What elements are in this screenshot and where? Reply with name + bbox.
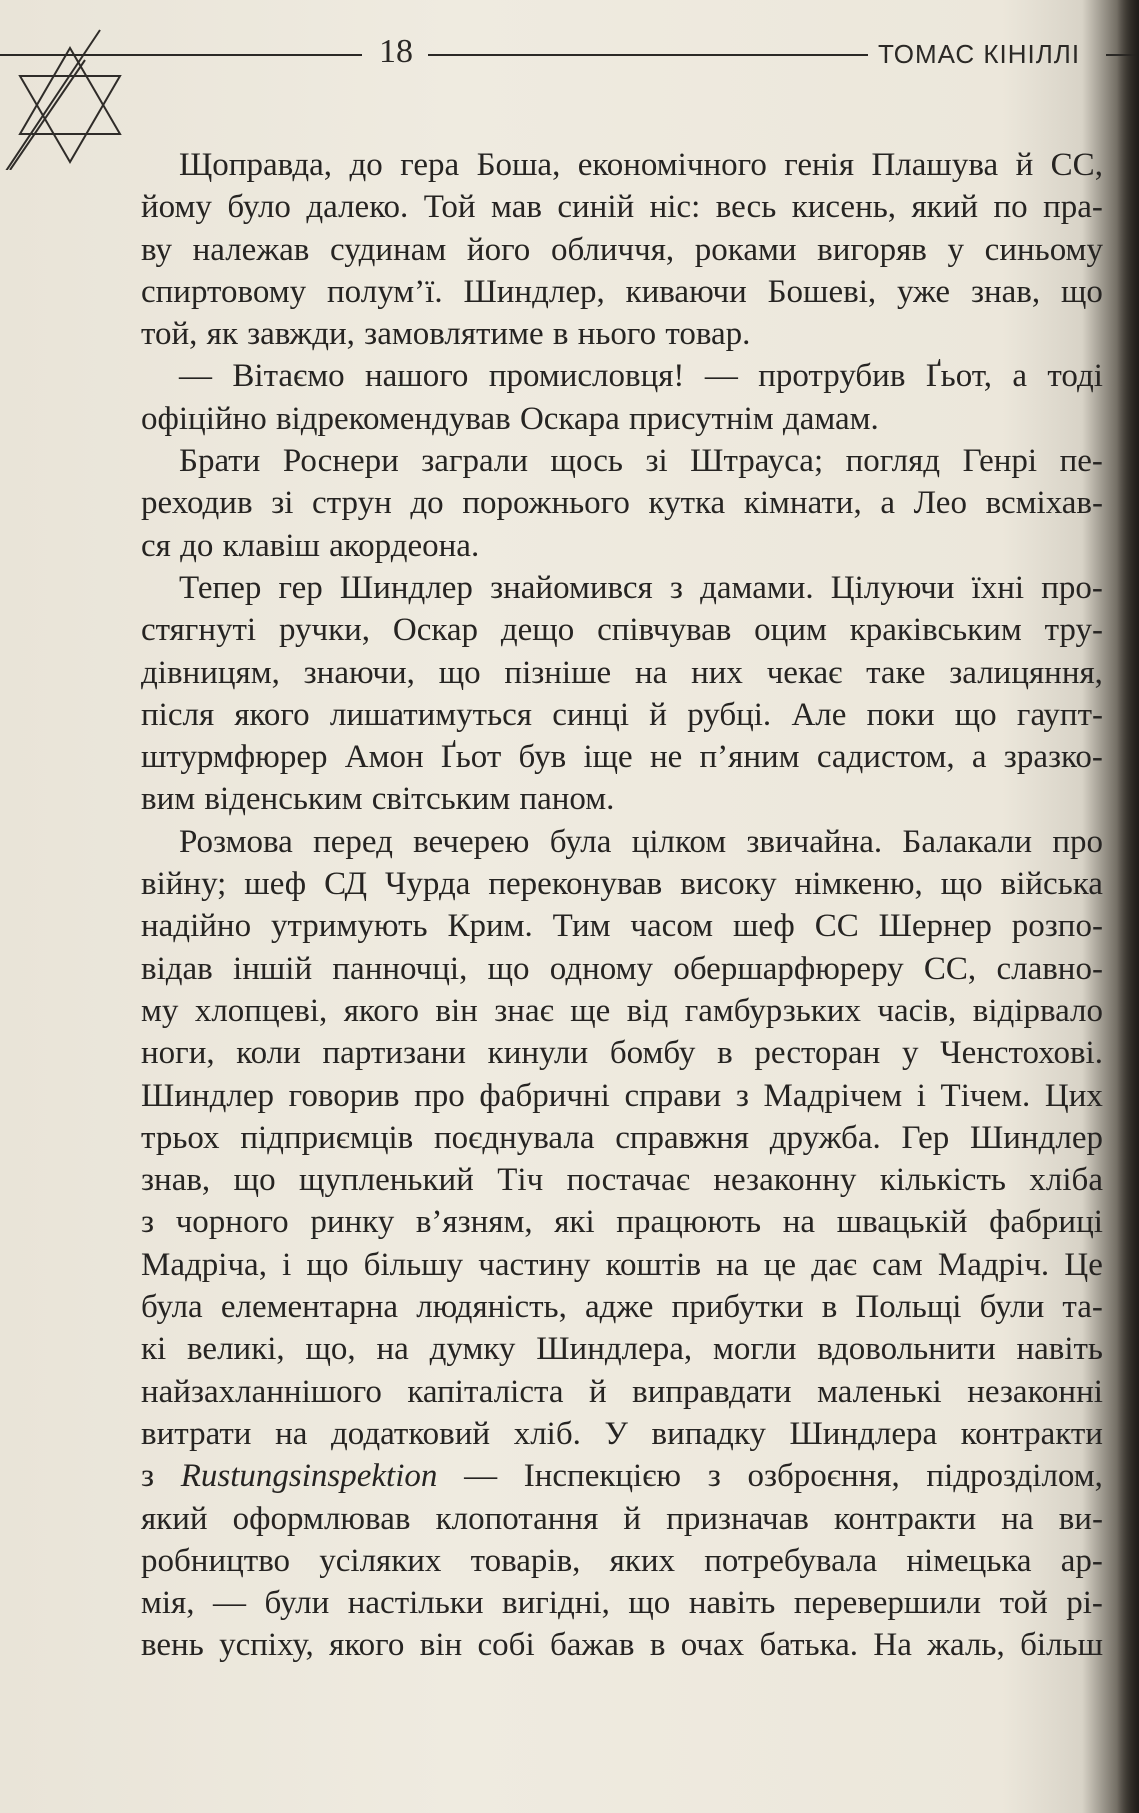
text-line: стягнуті ручки, Оскар дещо співчував оцим краківським тру- bbox=[141, 612, 1103, 649]
header-rule-middle bbox=[428, 54, 868, 56]
text-line: витрати на додатковий хліб. У випадку Шиндлера контракти bbox=[141, 1415, 1103, 1452]
text-line: — Вітаємо нашого промисловця! — протрубив Ґьот, а тоді bbox=[179, 358, 1103, 395]
star-of-david-icon bbox=[0, 20, 130, 170]
text-line: реходив зі струн до порожнього кутка кімнати, а Лео всміхав- bbox=[141, 485, 1103, 522]
page-number: 18 bbox=[379, 33, 413, 70]
text-line: вим віденським світським паном. bbox=[141, 781, 615, 818]
text-line: була елементарна людяність, адже прибутки в Польщі були та- bbox=[141, 1289, 1103, 1326]
text-line: му хлопцеві, якого він знає ще від гамбурзьких часів, відірвало bbox=[141, 992, 1103, 1029]
text-line: кі великі, що, на думку Шиндлера, могли вдовольнити навіть bbox=[141, 1331, 1103, 1368]
text-line: Щоправда, до гера Боша, економічного генія Плашува й СС, bbox=[179, 147, 1103, 183]
text-line: дівницям, знаючи, що пізніше на них чекає таке залицяння, bbox=[141, 654, 1103, 691]
text-line: надійно утримують Крим. Тим часом шеф СС Шернер розпо- bbox=[141, 908, 1103, 945]
text-line: офіційно відрекомендував Оскара присутнім дамам. bbox=[141, 400, 879, 437]
text-line: мія, — були настільки вигідні, що навіть перевершили той рі- bbox=[141, 1585, 1103, 1622]
text-line: найзахланнішого капіталіста й виправдати маленькі незаконні bbox=[141, 1373, 1103, 1410]
text-line: той, як завжди, замовлятиме в нього товар. bbox=[141, 316, 751, 353]
paragraph bbox=[141, 567, 1103, 821]
page-edge-shadow bbox=[1117, 0, 1139, 1813]
text-line: трьох підприємців поєднувала справжня дружба. Гер Шиндлер bbox=[141, 1119, 1103, 1156]
text-line: який оформлював клопотання й призначав контракти на ви- bbox=[141, 1500, 1103, 1537]
header-rule-left bbox=[0, 54, 362, 56]
text-line: спиртовому полум’ї. Шиндлер, киваючи Бошеві, уже знав, що bbox=[141, 273, 1103, 310]
text-line: ву належав судинам його обличчя, роками вигоряв у синьому bbox=[141, 231, 1103, 268]
text-line: Тепер гер Шиндлер знайомився з дамами. Цілуючи їхні про- bbox=[179, 569, 1103, 606]
paragraph bbox=[141, 821, 1103, 1667]
text-line: Мадріча, і що більшу частину коштів на це дає сам Мадріч. Це bbox=[141, 1246, 1103, 1283]
text-line: робництво усіляких товарів, яких потребувала німецька ар- bbox=[141, 1542, 1103, 1579]
body-text bbox=[141, 144, 1103, 1667]
text-line: після якого лишатимуться синці й рубці. Але поки що гаупт- bbox=[141, 696, 1103, 733]
text-line: ся до клавіш акордеона. bbox=[141, 527, 480, 564]
text-line: з чорного ринку в’язням, які працюють на швацькій фабриці bbox=[141, 1204, 1103, 1241]
text-line: штурмфюрер Амон Ґьот був іще не п’яним садистом, а зразко- bbox=[141, 739, 1103, 776]
text-line: Шиндлер говорив про фабричні справи з Мадрічем і Тічем. Цих bbox=[141, 1077, 1103, 1114]
text-line: ноги, коли партизани кинули бомбу в ресторан у Ченстохові. bbox=[141, 1035, 1103, 1072]
text-line: з Rustungsinspektion — Інспекцією з озброєння, підрозділом, bbox=[141, 1458, 1103, 1495]
text-line: йому було далеко. Той мав синій ніс: весь кисень, який по пра- bbox=[141, 189, 1103, 226]
text-line: Розмова перед вечерею була цілком звичайна. Балакали про bbox=[179, 823, 1103, 860]
paragraph bbox=[141, 355, 1103, 440]
text-line: вень успіху, якого він собі бажав в очах батька. На жаль, більш bbox=[141, 1627, 1103, 1664]
paragraph bbox=[141, 440, 1103, 567]
paragraph bbox=[141, 144, 1103, 355]
text-line: Брати Роснери заграли щось зі Штрауса; погляд Генрі пе- bbox=[179, 443, 1103, 480]
running-head: ТОМАС КІНІЛЛІ bbox=[878, 39, 1081, 69]
text-line: війну; шеф СД Чурда переконував високу німкеню, що війська bbox=[141, 866, 1103, 903]
text-line: відав іншій панночці, що одному обершарфюреру СС, славно- bbox=[141, 950, 1103, 987]
text-line: знав, що щупленький Тіч постачає незаконну кількість хліба bbox=[141, 1162, 1103, 1199]
